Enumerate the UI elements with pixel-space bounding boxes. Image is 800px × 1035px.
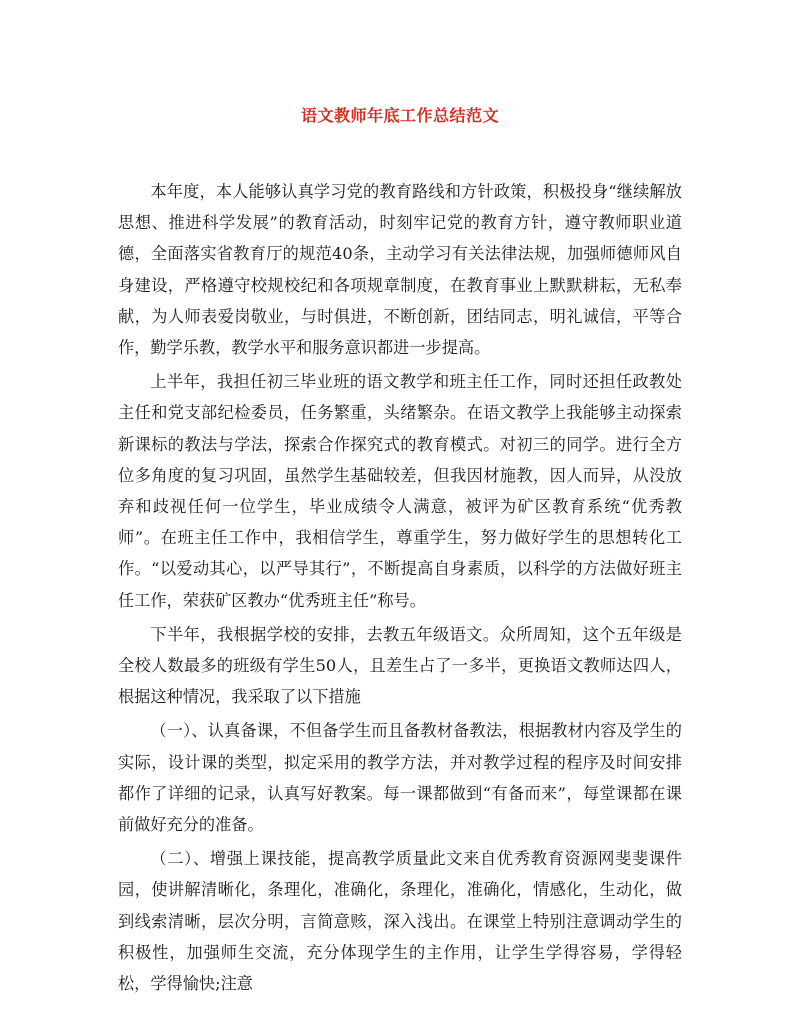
document-title: 语文教师年底工作总结范文 [300, 106, 499, 125]
paragraph-5: （二）、增强上课技能，提高教学质量此文来自优秀教育资源网斐斐课件园，使讲解清晰化，条理化，准确化，条理化，准确化，情感化，生动化，做到线索清晰，层次分明，言简意赅，深入浅出。在课堂上特别注意调动学生的积极性，加强师生交流，充分体现学生的主作用，让学生学得容易，学得轻松，学得愉快;注意 [118, 849, 682, 994]
paragraph-1: 本年度，本人能够认真学习党的教育路线和方针政策，积极投身“继续解放思想、推进科学发展”的教育活动，时刻牢记党的教育方针，遵守教师职业道德，全面落实省教育厅的规范40条，主动学习有关法律法规，加强师德师风自身建设，严格遵守校规校纪和各项规章制度，在教育事业上默默耕耘，无私奉献，为人师表爱岗敬业，与时俱进，不断创新，团结同志，明礼诚信，平等合作，勤学乐教，教学水平和服务意识都进一步提高。 [118, 182, 682, 358]
paragraph-4: （一）、认真备课，不但备学生而且备教材备教法，根据教材内容及学生的实际，设计课的类型，拟定采用的教学方法，并对教学过程的程序及时间安排都作了详细的记录，认真写好教案。每一课都做到“有备而来”，每堂课都在课前做好充分的准备。 [118, 721, 682, 835]
document-body [118, 176, 682, 999]
paragraph-2: 上半年，我担任初三毕业班的语文教学和班主任工作，同时还担任政教处主任和党支部纪检委员，任务繁重，头绪繁杂。在语文教学上我能够主动探索新课标的教法与学法，探索合作探究式的教育模式。对初三的同学。进行全方位多角度的复习巩固，虽然学生基础较差，但我因材施教，因人而异，从没放弃和歧视任何一位学生，毕业成绩令人满意，被评为矿区教育系统“优秀教师”。在班主任工作中，我相信学生，尊重学生，努力做好学生的思想转化工作。“以爱动其心，以严导其行”，不断提高自身素质，以科学的方法做好班主任工作，荣获矿区教办“优秀班主任”称号。 [118, 372, 682, 610]
paragraph-3: 下半年，我根据学校的安排，去教五年级语文。众所周知，这个五年级是全校人数最多的班级有学生50人，且差生占了一多半，更换语文教师达四人，根据这种情况，我采取了以下措施 [118, 624, 682, 707]
